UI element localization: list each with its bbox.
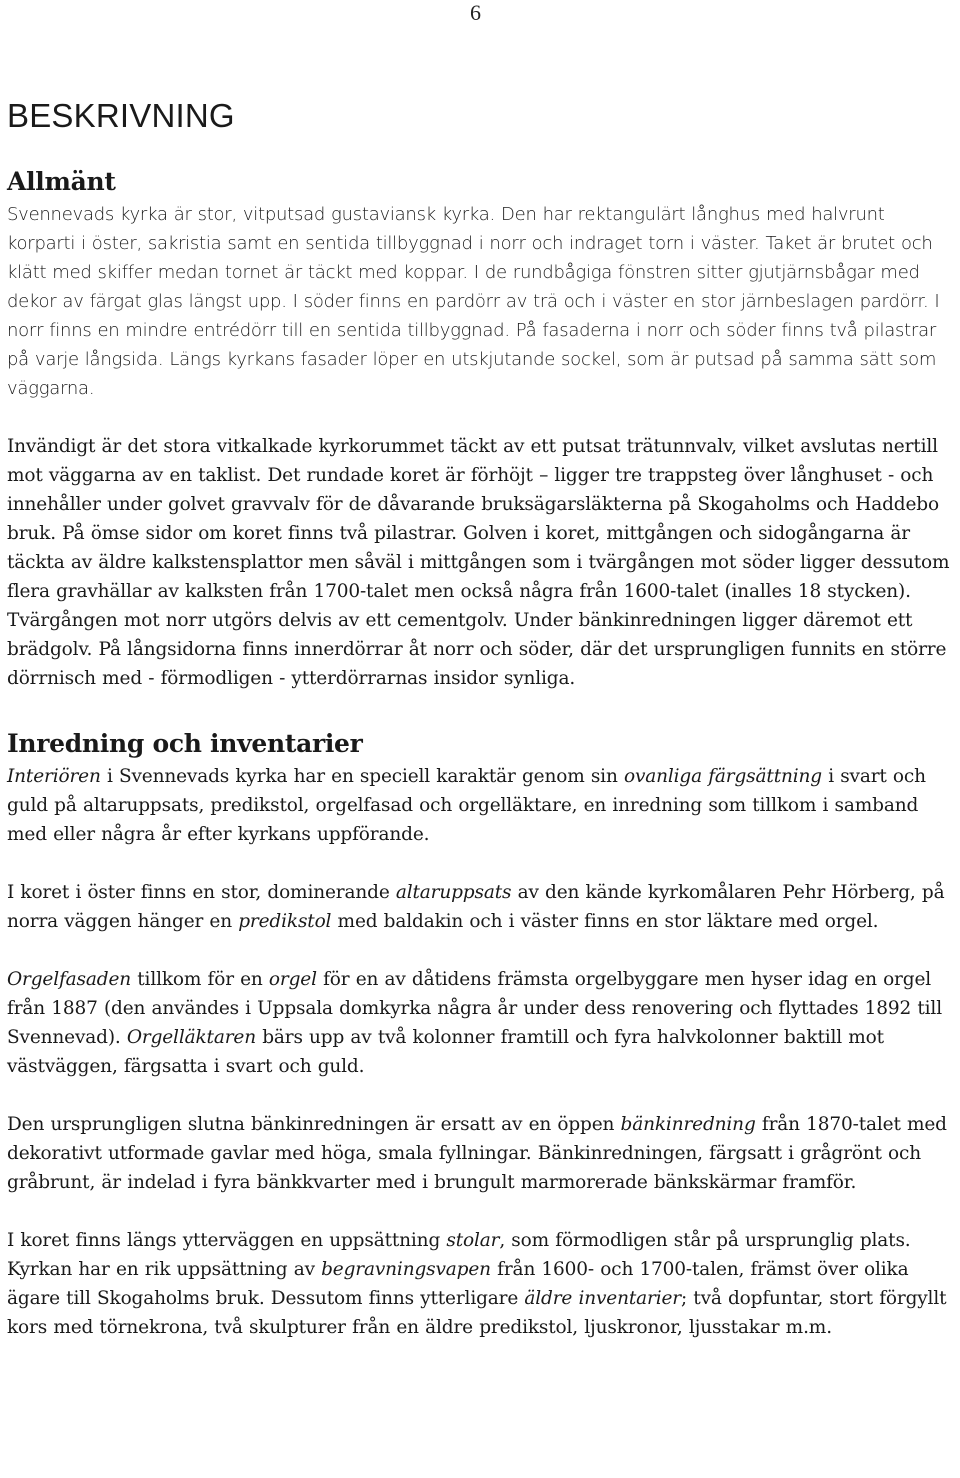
italic-term: bänkinredning: [620, 1114, 756, 1135]
paragraph: [7, 1110, 955, 1197]
page-number: 6: [470, 0, 481, 25]
italic-term: predikstol: [238, 911, 332, 932]
italic-term: stolar: [446, 1230, 500, 1251]
text-run: i svart och guld på altaruppsats, predikstol, orgelfasad och orgelläktare, en inredning som tillkom i samband med eller några år efter kyrkans uppförande.: [7, 766, 926, 845]
text-run: från 1600- och 1700-talen, främst över olika ägare till Skogaholms bruk. Dessutom finns ytterligare: [7, 1259, 909, 1309]
text-run: I koret i öster finns en stor, dominerande: [7, 882, 396, 903]
italic-term: begravningsvapen: [321, 1259, 491, 1280]
text-run: i Svennevads kyrka har en speciell karaktär genom sin: [100, 766, 624, 787]
paragraph: [7, 762, 955, 849]
italic-term: ovanliga färgsättning: [623, 766, 822, 787]
text-run: Svennevads kyrka är stor, vitputsad gustaviansk kyrka. Den har rektangulärt långhus med halvrunt korparti i öster, sakristia samt en sentida tillbyggnad i norr och indraget torn i väster. Taket är brutet och klätt med skiffer medan tornet är täckt med koppar. I de rundbågiga fönstren sitter gjutjärnsbågar med dekor av färgat glas längst upp. I söder finns en pardörr av trä och i väster en stor järnbeslagen pardörr. I norr finns en mindre entrédörr till en sentida tillbyggnad. På fasaderna i norr och söder finns två pilastrar på varje långsida. Längs kyrkans fasader löper en utskjutande sockel, som är putsad på samma sätt som väggarna.: [7, 204, 940, 399]
page-heading: BESKRIVNING: [7, 97, 235, 134]
text-run: , som förmodligen står på ursprunglig plats. Kyrkan har en rik uppsättning av: [7, 1230, 911, 1280]
italic-term: Interiören: [7, 766, 101, 787]
document-body: [7, 164, 955, 1342]
text-run: från 1870-talet med dekorativt utformade gavlar med höga, smala fyllningar. Bänkinredningen, färgsatt i grågrönt och gråbrunt, är indelad i fyra bänkkvarter med i brungult marmorerade bänkskärmar framför.: [7, 1114, 947, 1193]
text-run: för en av dåtidens främsta orgelbyggare men hyser idag en orgel från 1887 (den användes i Uppsala domkyrka några år under dess renovering och flyttades 1892 till Svennevad).: [7, 969, 942, 1048]
paragraph: [7, 1226, 955, 1342]
text-run: I koret finns längs ytterväggen en uppsättning: [7, 1230, 447, 1251]
section-title-allmant: Allmänt: [7, 167, 116, 196]
paragraph: [7, 200, 955, 403]
paragraph: [7, 878, 955, 936]
section-title-inredning: Inredning och inventarier: [7, 729, 363, 758]
text-run: med baldakin och i väster finns en stor läktare med orgel.: [331, 911, 879, 932]
text-run: Den ursprungligen slutna bänkinredningen är ersatt av en öppen: [7, 1114, 621, 1135]
italic-term: altaruppsats: [395, 882, 512, 903]
text-run: Invändigt är det stora vitkalkade kyrkorummet täckt av ett putsat trätunnvalv, vilket avslutas nertill mot väggarna av en taklist. Det rundade koret är förhöjt – ligger tre trappsteg över långhuset - och innehåller under golvet gravvalv för de dåvarande bruksägarsläkterna på Skogaholms och Haddebo bruk. På ömse sidor om koret finns två pilastrar. Golven i koret, mittgången och sidogångarna är täckta av äldre kalkstensplattor men såväl i mittgången som i tvärgången mot söder ligger dessutom flera gravhällar av kalksten från 1700-talet men också några från 1600-talet (inalles 18 stycken). Tvärgången mot norr utgörs delvis av ett cementgolv. Under bänkinredningen ligger däremot ett brädgolv. På långsidorna finns innerdörrar åt norr och söder, där det ursprungligen funnits en större dörrnisch med - förmodligen - ytterdörrarnas insidor synliga.: [7, 436, 950, 689]
italic-term: Orgelfasaden: [7, 969, 132, 990]
text-run: ; två dopfuntar, stort förgyllt kors med törnekrona, två skulpturer från en äldre predikstol, ljuskronor, ljusstakar m.m.: [7, 1288, 947, 1338]
paragraph: [7, 965, 955, 1081]
text-run: bärs upp av två kolonner framtill och fyra halvkolonner baktill mot västväggen, färgsatta i svart och guld.: [7, 1027, 884, 1077]
paragraph: [7, 432, 955, 693]
italic-term: orgel: [268, 969, 317, 990]
italic-term: Orgelläktaren: [126, 1027, 256, 1048]
italic-term: äldre inventarier: [524, 1288, 681, 1309]
text-run: av den kände kyrkomålaren Pehr Hörberg, på norra väggen hänger en: [7, 882, 945, 932]
text-run: tillkom för en: [131, 969, 269, 990]
